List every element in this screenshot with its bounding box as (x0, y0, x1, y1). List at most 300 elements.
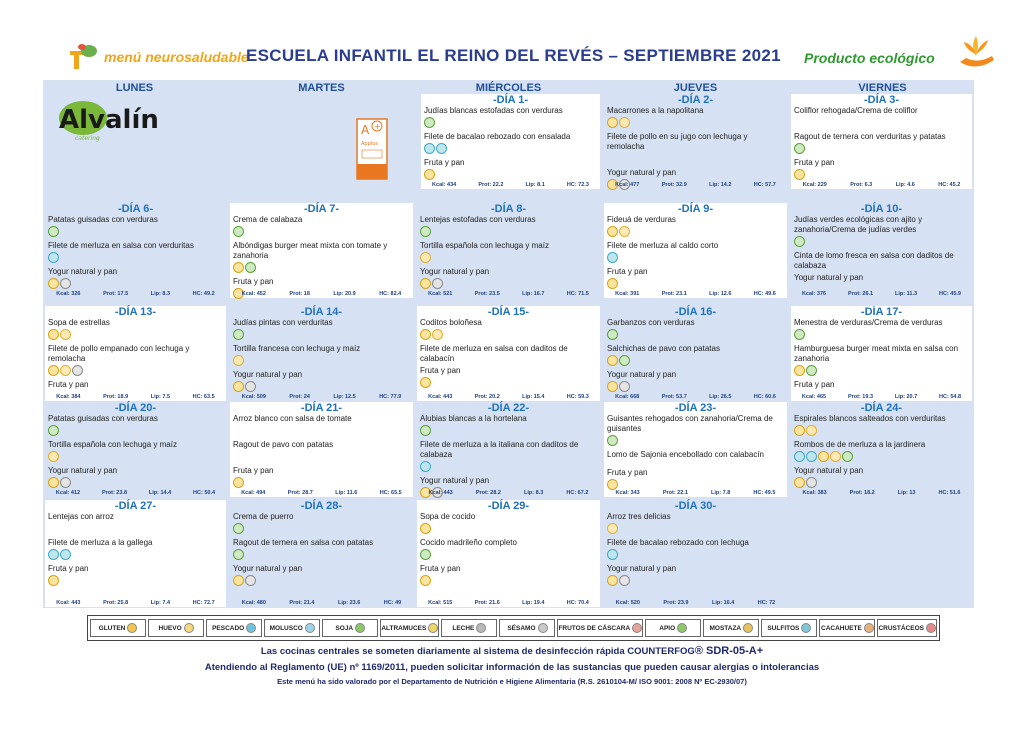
celery-allergen-icon (794, 236, 805, 247)
allergen-legend-item (761, 619, 817, 637)
allergen-icon (632, 623, 642, 633)
allergen-legend-item (645, 619, 701, 637)
allergen-icon (864, 623, 874, 633)
day-number: -DÍA 29- (487, 500, 530, 512)
day-number: -DÍA 13- (114, 306, 157, 318)
svg-text:A: A (361, 123, 370, 137)
egg-allergen-icon (60, 329, 71, 340)
allergen-icons (791, 236, 972, 249)
allergen-icons (230, 549, 413, 562)
allergen-label: ALTRAMUCES (381, 624, 427, 632)
first-course: Espirales blancos salteados con verduritas (794, 414, 946, 423)
allergen-legend-item (264, 619, 320, 637)
celery-allergen-icon (607, 329, 618, 340)
allergen-icons (604, 252, 787, 265)
nutrition-info: Kcal: 229 Prot: 6.3 Lip: 4.6 HC: 45.2 (802, 182, 961, 188)
gluten-allergen-icon (233, 381, 244, 392)
soy-allergen-icon (806, 365, 817, 376)
fish-allergen-icon (48, 252, 59, 263)
nutrition-validation-notice: Este menú ha sido valorado por el Departamento de Nutrición e Higiene Alimentaria (R.S. 2610104-M/ ISO 9001: 2008 Nº EC-2930/07) (277, 677, 747, 686)
first-course: Sopa de estrellas (48, 318, 110, 327)
menu-day-7 (230, 203, 413, 298)
dessert: Yogur natural y pan (420, 267, 490, 276)
second-course: Filete de merluza en salsa con daditos de calabacín (420, 344, 568, 363)
allergen-icons (604, 117, 787, 130)
allergen-icons (45, 477, 226, 490)
gluten-allergen-icon (794, 169, 805, 180)
menu-day-15 (417, 306, 600, 401)
allergen-icons (230, 329, 413, 342)
allergen-icons (230, 425, 413, 438)
allergen-icons (421, 117, 600, 130)
dessert: Yogur natural y pan (233, 370, 303, 379)
allergen-legend-item (819, 619, 875, 637)
celery-allergen-icon (233, 549, 244, 560)
day-number: -DÍA 23- (674, 402, 717, 414)
day-number: -DÍA 28- (300, 500, 343, 512)
second-course: Rombos de de merluza a la jardinera (794, 440, 926, 449)
celery-allergen-icon (420, 549, 431, 560)
gluten-allergen-icon (818, 451, 829, 462)
second-course: Filete de pollo empanado con lechuga y remolacha (48, 344, 190, 363)
first-course: Crema de puerro (233, 512, 294, 521)
fish-allergen-icon (607, 549, 618, 560)
egg-allergen-icon (830, 451, 841, 462)
day-number: -DÍA 21- (300, 402, 343, 414)
allergen-icon (801, 623, 811, 633)
menu-day-21 (230, 402, 413, 497)
day-number: -DÍA 30- (674, 500, 717, 512)
allergen-legend-item (499, 619, 555, 637)
allergen-icons (230, 523, 413, 536)
dessert: Yogur natural y pan (607, 370, 677, 379)
svg-text:Applus: Applus (361, 141, 378, 147)
celery-allergen-icon (233, 523, 244, 534)
alvalin-catering-logo (55, 98, 185, 143)
allergen-icons (45, 329, 226, 342)
nutrition-info: Kcal: 343 Prot: 22.1 Lip: 7.8 HC: 49.5 (615, 490, 776, 496)
allergen-icons (791, 329, 972, 342)
menu-day-9 (604, 203, 787, 298)
allergen-icons (791, 143, 972, 156)
menu-day-2 (604, 94, 787, 189)
disinfection-notice (0, 645, 1024, 657)
gluten-allergen-icon (48, 477, 59, 488)
allergen-icon (184, 623, 194, 633)
gluten-allergen-icon (233, 575, 244, 586)
nutrition-info: Kcal: 391 Prot: 23.1 Lip: 12.6 HC: 49.6 (615, 291, 776, 297)
allergen-icon (926, 623, 936, 633)
day-header-friday: VIERNES (858, 82, 907, 94)
gluten-allergen-icon (420, 329, 431, 340)
allergen-label: PESCADO (212, 624, 245, 632)
allergen-icon (743, 623, 753, 633)
nutrition-info: Kcal: 668 Prot: 53.7 Lip: 26.5 HC: 60.6 (615, 394, 776, 400)
day-header-thursday: JUEVES (673, 82, 718, 94)
allergen-icons (417, 252, 600, 265)
first-course: Lentejas estofadas con verduras (420, 215, 536, 224)
second-course: Filete de bacalao rebozado con lechuga (607, 538, 749, 547)
nutrition-info: Kcal: 509 Prot: 24 Lip: 12.5 HC: 77.9 (241, 394, 402, 400)
gluten-allergen-icon (420, 377, 431, 388)
allergen-icons (417, 575, 600, 588)
first-course: Judías verdes ecológicas con ajito y zanahoria/Crema de judías verdes (794, 215, 923, 234)
allergen-label: GLUTEN (98, 624, 126, 632)
allergen-icons (230, 575, 413, 588)
second-course: Ragout de ternera en salsa con patatas (233, 538, 374, 547)
allergen-icons (604, 226, 787, 239)
dessert: Yogur natural y pan (607, 168, 677, 177)
egg-allergen-icon (48, 451, 59, 462)
celery-allergen-icon (794, 143, 805, 154)
allergen-icon (355, 623, 365, 633)
svg-text:Alvalín: Alvalín (59, 105, 159, 135)
day-number: -DÍA 22- (487, 402, 530, 414)
dessert: Yogur natural y pan (48, 466, 118, 475)
first-course: Coditos boloñesa (420, 318, 482, 327)
nutrition-info: Kcal: 520 Prot: 23.9 Lip: 16.4 HC: 72 (615, 600, 776, 606)
fish-allergen-icon (420, 461, 431, 472)
allergen-legend-item (703, 619, 759, 637)
allergen-icons (230, 451, 413, 464)
dessert: Yogur natural y pan (48, 267, 118, 276)
first-course: Arroz blanco con salsa de tomate (233, 414, 352, 423)
allergen-icons (604, 355, 787, 368)
menu-day-17 (791, 306, 972, 401)
allergen-icons (791, 117, 972, 130)
second-course: Filete de pollo en su jugo con lechuga y remolacha (607, 132, 748, 151)
dessert: Fruta y pan (607, 267, 648, 276)
allergen-icons (45, 226, 226, 239)
allergen-icons (230, 262, 413, 275)
allergen-icons (417, 461, 600, 474)
allergen-legend-item (322, 619, 378, 637)
allergen-legend-item (206, 619, 262, 637)
allergen-icons (604, 278, 787, 291)
gluten-allergen-icon (607, 381, 618, 392)
second-course: Hamburguesa burger meat mixta en salsa con zanahoria (794, 344, 959, 363)
second-course: Tortilla española con lechuga y maíz (420, 241, 549, 250)
day-number: -DÍA 20- (114, 402, 157, 414)
milk-allergen-icon (60, 477, 71, 488)
allergen-icons (417, 377, 600, 390)
menu-day-14 (230, 306, 413, 401)
allergen-icon (305, 623, 315, 633)
celery-allergen-icon (607, 435, 618, 446)
fish-allergen-icon (424, 143, 435, 154)
first-course: Patatas guisadas con verduras (48, 414, 158, 423)
gluten-allergen-icon (233, 477, 244, 488)
gluten-allergen-icon (48, 575, 59, 586)
allergen-icon (476, 623, 486, 633)
second-course: Tortilla española con lechuga y maíz (48, 440, 177, 449)
first-course: Sopa de cocido (420, 512, 476, 521)
milk-allergen-icon (72, 365, 83, 376)
allergen-legend-item (557, 619, 643, 637)
egg-allergen-icon (432, 329, 443, 340)
gluten-allergen-icon (48, 278, 59, 289)
egg-allergen-icon (806, 425, 817, 436)
allergen-icons (791, 365, 972, 378)
allergen-label: SULFITOS (767, 624, 800, 632)
allergen-label: CACAHUETE (821, 624, 862, 632)
disinfection-text: Las cocinas centrales se someten diariamente al sistema de desinfección rápida COUNTERFOG (260, 646, 695, 657)
allergen-icons (45, 549, 226, 562)
first-course: Fideuá de verduras (607, 215, 676, 224)
celery-allergen-icon (233, 329, 244, 340)
day-number: -DÍA 14- (300, 306, 343, 318)
menu-day-10 (791, 203, 972, 298)
first-course: Alubias blancas a la hortelana (420, 414, 527, 423)
allergen-label: SOJA (335, 624, 354, 632)
allergen-icons (604, 329, 787, 342)
allergen-icons (230, 226, 413, 239)
first-course: Coliflor rehogada/Crema de coliflor (794, 106, 918, 115)
day-number: -DÍA 7- (303, 203, 340, 215)
allergen-icons (791, 425, 972, 438)
allergen-icons (45, 523, 226, 536)
allergen-icons (230, 381, 413, 394)
dessert: Yogur natural y pan (420, 476, 490, 485)
allergen-icons (417, 549, 600, 562)
milk-allergen-icon (245, 381, 256, 392)
allergen-icons (417, 278, 600, 291)
menu-day-29 (417, 500, 600, 607)
menu-day-6 (45, 203, 226, 298)
allergen-label: HUEVO (158, 624, 182, 632)
first-course: Macarrones a la napolitana (607, 106, 704, 115)
celery-allergen-icon (48, 425, 59, 436)
second-course: Cocido madrileño completo (420, 538, 517, 547)
gluten-allergen-icon (424, 169, 435, 180)
allergen-icons (604, 575, 787, 588)
dessert: Yogur natural y pan (794, 466, 864, 475)
allergen-legend-item (90, 619, 146, 637)
fish-allergen-icon (806, 451, 817, 462)
allergen-icons (791, 477, 972, 490)
first-course: Judías blancas estofadas con verduras (424, 106, 563, 115)
allergen-icons (417, 425, 600, 438)
first-course: Menestra de verduras/Crema de verduras (794, 318, 943, 327)
allergen-label: SÉSAMO (507, 624, 536, 632)
page-header (0, 38, 1024, 78)
first-course: Guisantes rehogados con zanahoria/Crema de guisantes (607, 414, 773, 433)
nutrition-info: Kcal: 465 Prot: 19.3 Lip: 20.7 HC: 54.8 (801, 394, 962, 400)
day-number: -DÍA 15- (487, 306, 530, 318)
first-course: Crema de calabaza (233, 215, 303, 224)
nutrition-info: Kcal: 326 Prot: 17.5 Lip: 8.3 HC: 49.2 (56, 291, 215, 297)
milk-allergen-icon (245, 575, 256, 586)
menu-day-24 (791, 402, 972, 497)
second-course: Cinta de lomo fresca en salsa con daditos de calabaza (794, 251, 954, 270)
egg-allergen-icon (420, 252, 431, 263)
second-course: Lomo de Sajonia encebollado con calabacín (607, 450, 765, 459)
dessert: Fruta y pan (233, 277, 274, 286)
allergen-legend (87, 615, 940, 641)
allergen-label: APIO (659, 624, 676, 632)
allergen-legend-item (380, 619, 439, 637)
allergen-label: MOLUSCO (269, 624, 303, 632)
disinfection-code: ® SDR-05-A+ (694, 645, 764, 657)
nutrition-info: Kcal: 480 Prot: 21.4 Lip: 23.6 HC: 49 (241, 600, 402, 606)
allergen-icon (428, 623, 438, 633)
day-number: -DÍA 27- (114, 500, 157, 512)
day-number: -DÍA 3- (863, 94, 900, 106)
day-number: -DÍA 24- (860, 402, 903, 414)
nutrition-info: Kcal: 452 Prot: 18 Lip: 20.9 HC: 82.4 (241, 291, 402, 297)
gluten-allergen-icon (420, 278, 431, 289)
allergen-icons (791, 169, 972, 182)
soy-allergen-icon (245, 262, 256, 273)
dessert: Yogur natural y pan (794, 273, 864, 282)
milk-allergen-icon (806, 477, 817, 488)
egg-allergen-icon (233, 355, 244, 366)
celery-allergen-icon (233, 226, 244, 237)
nutrition-info: Kcal: 412 Prot: 23.8 Lip: 14.4 HC: 50.4 (55, 490, 216, 496)
soy-allergen-icon (619, 355, 630, 366)
allergen-icons (421, 143, 600, 156)
allergen-icons (417, 226, 600, 239)
day-header-monday: LUNES (115, 82, 154, 94)
dessert: Fruta y pan (794, 380, 835, 389)
first-course: Lentejas con arroz (48, 512, 114, 521)
allergen-icons (45, 278, 226, 291)
menu-day-20 (45, 402, 226, 497)
second-course: Filete de merluza al caldo corto (607, 241, 719, 250)
gluten-allergen-icon (794, 425, 805, 436)
menu-day-27 (45, 500, 226, 607)
allergen-icon (127, 623, 137, 633)
nutrition-info: Kcal: 515 Prot: 21.6 Lip: 19.4 HC: 70.4 (428, 600, 589, 606)
allergen-icons (45, 451, 226, 464)
second-course: Salchichas de pavo con patatas (607, 344, 720, 353)
allergen-legend-item (877, 619, 937, 637)
menu-day-23 (604, 402, 787, 497)
nutrition-info: Kcal: 384 Prot: 18.9 Lip: 7.5 HC: 63.5 (56, 394, 215, 400)
dessert: Fruta y pan (424, 158, 465, 167)
applus-certification-logo (356, 118, 388, 180)
apple-logo-icon (66, 41, 100, 71)
nutrition-info: Kcal: 383 Prot: 18.2 Lip: 13 HC: 51.6 (802, 490, 961, 496)
gluten-allergen-icon (48, 329, 59, 340)
menu-day-1 (421, 94, 600, 189)
dessert: Fruta y pan (48, 380, 89, 389)
gluten-allergen-icon (607, 575, 618, 586)
allergen-icons (45, 425, 226, 438)
dessert: Fruta y pan (233, 466, 274, 475)
day-number: -DÍA 6- (117, 203, 154, 215)
gluten-allergen-icon (607, 479, 618, 490)
allergen-label: CRUSTÁCEOS (878, 624, 924, 632)
allergen-icons (604, 435, 787, 448)
milk-allergen-icon (619, 575, 630, 586)
nutrition-info: Kcal: 443 Prot: 25.8 Lip: 7.4 HC: 72.7 (56, 600, 215, 606)
day-header-wednesday: MIÉRCOLES (475, 82, 542, 94)
first-course: Patatas guisadas con verduras (48, 215, 158, 224)
allergen-icons (421, 169, 600, 182)
dessert: Yogur natural y pan (607, 564, 677, 573)
dessert: Fruta y pan (420, 564, 461, 573)
svg-text:catering: catering (75, 135, 100, 142)
dessert: Fruta y pan (607, 468, 648, 477)
dessert: Fruta y pan (420, 366, 461, 375)
gluten-allergen-icon (420, 523, 431, 534)
allergen-icons (604, 549, 787, 562)
allergen-icons (45, 575, 226, 588)
gluten-allergen-icon (48, 365, 59, 376)
allergen-icons (230, 355, 413, 368)
menu-day-22 (417, 402, 600, 497)
allergen-label: FRUTOS DE CÁSCARA (558, 624, 631, 632)
dessert: Fruta y pan (794, 158, 835, 167)
celery-allergen-icon (424, 117, 435, 128)
celery-allergen-icon (420, 226, 431, 237)
allergen-icons (604, 153, 787, 166)
celery-allergen-icon (420, 425, 431, 436)
soy-allergen-icon (842, 451, 853, 462)
celery-allergen-icon (48, 226, 59, 237)
second-course: Filete de merluza a la gallega (48, 538, 153, 547)
second-course: Tortilla francesa con lechuga y maíz (233, 344, 361, 353)
milk-allergen-icon (619, 381, 630, 392)
celery-allergen-icon (794, 329, 805, 340)
menu-day-13 (45, 306, 226, 401)
allergen-icon (246, 623, 256, 633)
milk-allergen-icon (432, 278, 443, 289)
fish-allergen-icon (436, 143, 447, 154)
regulation-notice: Atendiendo al Reglamento (UE) nº 1169/2011, pueden solicitar información de las sustancias que pueden causar alergias o intolerancias (204, 662, 820, 673)
day-header-tuesday: MARTES (298, 82, 345, 94)
gluten-allergen-icon (607, 226, 618, 237)
menu-day-28 (230, 500, 413, 607)
nutrition-info: Kcal: 494 Prot: 28.7 Lip: 11.6 HC: 65.5 (241, 490, 402, 496)
nutrition-info: Kcal: 443 Prot: 20.2 Lip: 15.4 HC: 59.3 (428, 394, 589, 400)
page-title: ESCUELA INFANTIL EL REINO DEL REVÉS – SEPTIEMBRE 2021 (246, 46, 781, 65)
egg-allergen-icon (60, 365, 71, 376)
second-course: Ragout de ternera con verduritas y patatas (794, 132, 946, 141)
fish-allergen-icon (60, 549, 71, 560)
first-course: Judías pintas con verduritas (233, 318, 333, 327)
menu-subtitle: menú neurosaludable (104, 49, 249, 65)
allergen-icon (677, 623, 687, 633)
milk-allergen-icon (60, 278, 71, 289)
allergen-icons (604, 523, 787, 536)
dessert: Fruta y pan (48, 564, 89, 573)
menu-calendar-grid (43, 80, 974, 608)
fish-allergen-icon (48, 549, 59, 560)
gluten-allergen-icon (420, 575, 431, 586)
gluten-allergen-icon (607, 117, 618, 128)
gluten-allergen-icon (794, 365, 805, 376)
allergen-icon (538, 623, 548, 633)
menu-day-8 (417, 203, 600, 298)
second-course: Filete de merluza en salsa con verduritas (48, 241, 194, 250)
gluten-allergen-icon (794, 477, 805, 488)
day-number: -DÍA 8- (490, 203, 527, 215)
day-number: -DÍA 9- (677, 203, 714, 215)
allergen-legend-item (148, 619, 204, 637)
fish-allergen-icon (794, 451, 805, 462)
dessert: Yogur natural y pan (233, 564, 303, 573)
eco-label: Producto ecológico (804, 50, 935, 66)
nutrition-info: Kcal: 376 Prot: 26.1 Lip: 11.3 HC: 45.9 (801, 291, 961, 297)
gluten-allergen-icon (607, 278, 618, 289)
allergen-icons (791, 451, 972, 464)
gluten-allergen-icon (607, 355, 618, 366)
gluten-allergen-icon (233, 262, 244, 273)
allergen-icons (417, 329, 600, 342)
second-course: Filete de merluza a la italiana con daditos de calabaza (420, 440, 579, 459)
